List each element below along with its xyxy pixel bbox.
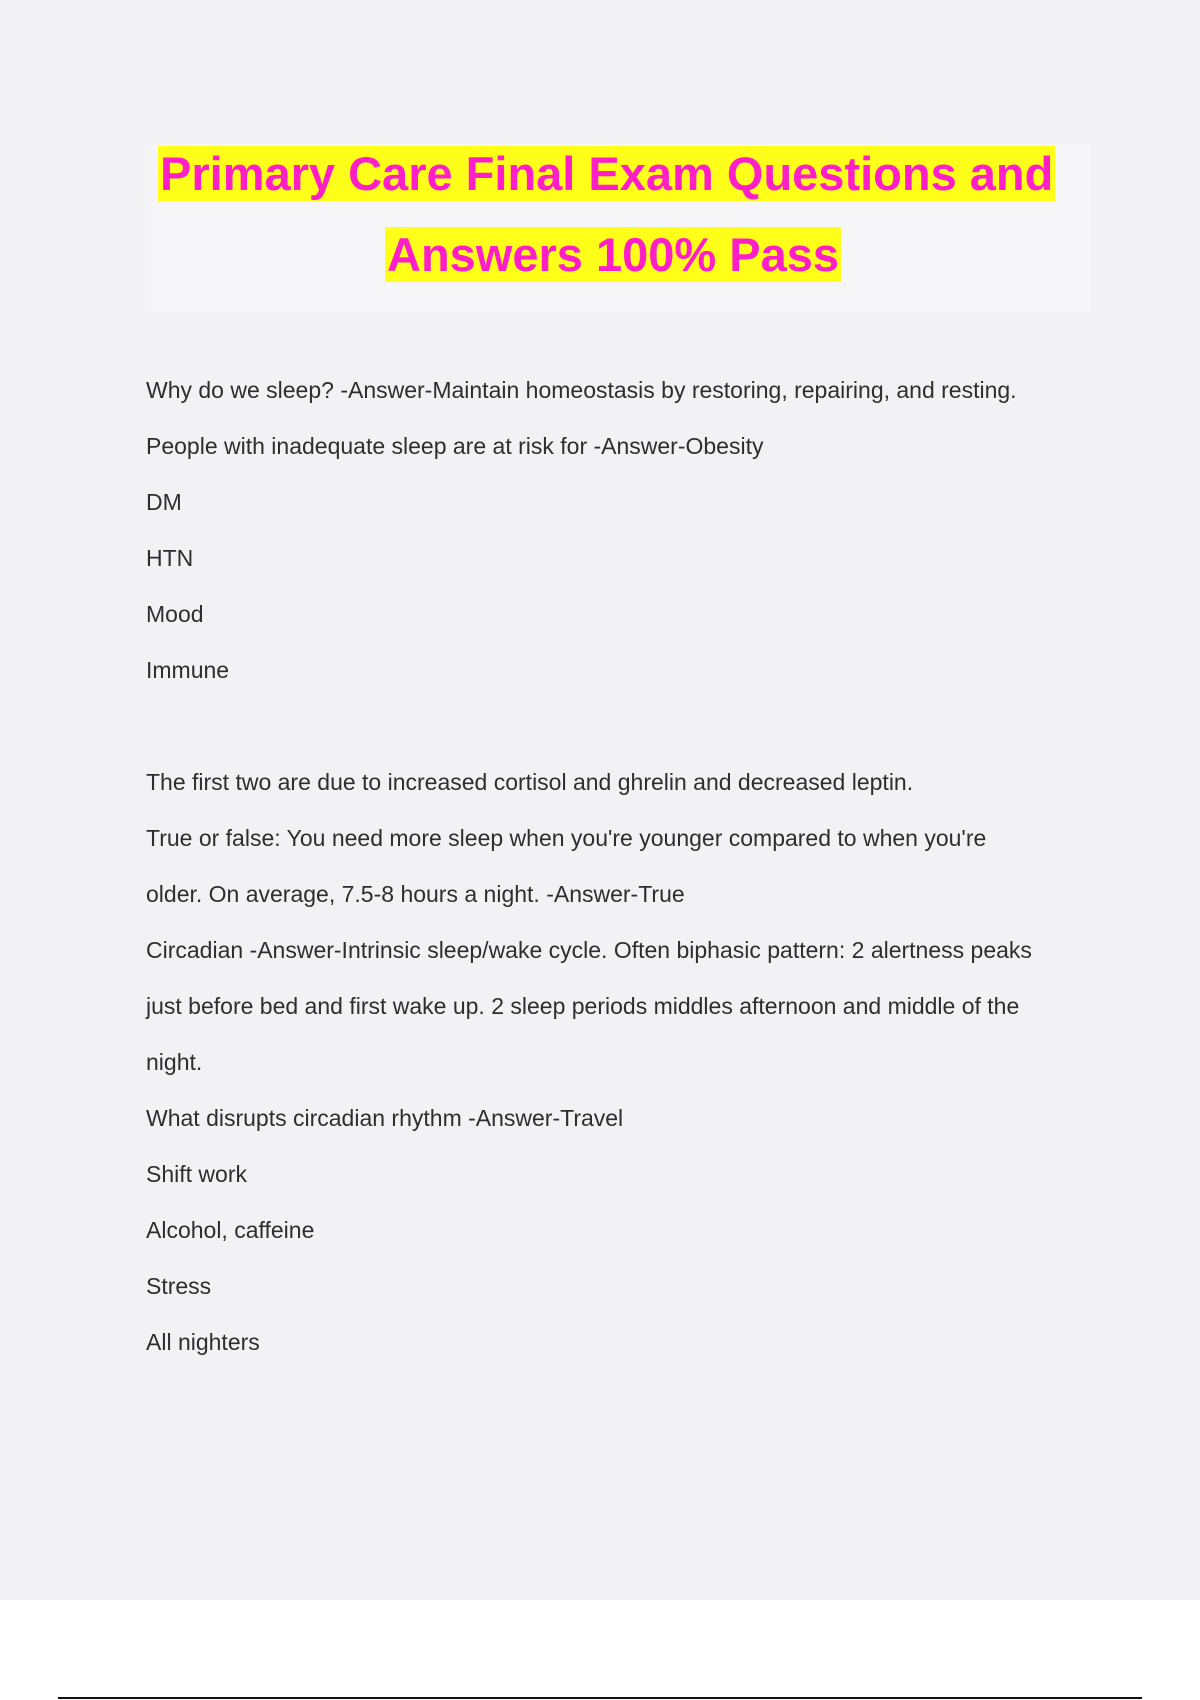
- body-line: Immune: [146, 657, 230, 683]
- document-title-line-2: Answers 100% Pass: [387, 228, 840, 281]
- body-line: just before bed and first wake up. 2 sleep periods middles afternoon and middle of the: [146, 993, 1020, 1019]
- body-line: Alcohol, caffeine: [146, 1217, 315, 1243]
- body-line: People with inadequate sleep are at risk for -Answer-Obesity: [146, 433, 764, 459]
- body-line: Mood: [146, 601, 204, 627]
- body-line: What disrupts circadian rhythm -Answer-Travel: [146, 1105, 624, 1131]
- body-line: Circadian -Answer-Intrinsic sleep/wake cycle. Often biphasic pattern: 2 alertness peaks: [146, 937, 1032, 963]
- body-line: All nighters: [146, 1329, 260, 1355]
- page-divider: [58, 1697, 1142, 1699]
- body-line: Stress: [146, 1273, 212, 1299]
- body-line: Shift work: [146, 1161, 247, 1187]
- body-line: Why do we sleep? -Answer-Maintain homeostasis by restoring, repairing, and resting.: [146, 377, 1017, 403]
- body-line: older. On average, 7.5-8 hours a night. -Answer-True: [146, 881, 685, 907]
- paragraph-spacer: [146, 698, 1106, 754]
- document-body: [146, 362, 1106, 1370]
- body-line: The first two are due to increased cortisol and ghrelin and decreased leptin.: [146, 769, 914, 795]
- title-block: [145, 144, 1091, 312]
- body-line: True or false: You need more sleep when you're younger compared to when you're: [146, 825, 987, 851]
- body-line: DM: [146, 489, 182, 515]
- body-line: night.: [146, 1049, 203, 1075]
- document-title-line-1: Primary Care Final Exam Questions and: [160, 147, 1054, 200]
- body-line: HTN: [146, 545, 194, 571]
